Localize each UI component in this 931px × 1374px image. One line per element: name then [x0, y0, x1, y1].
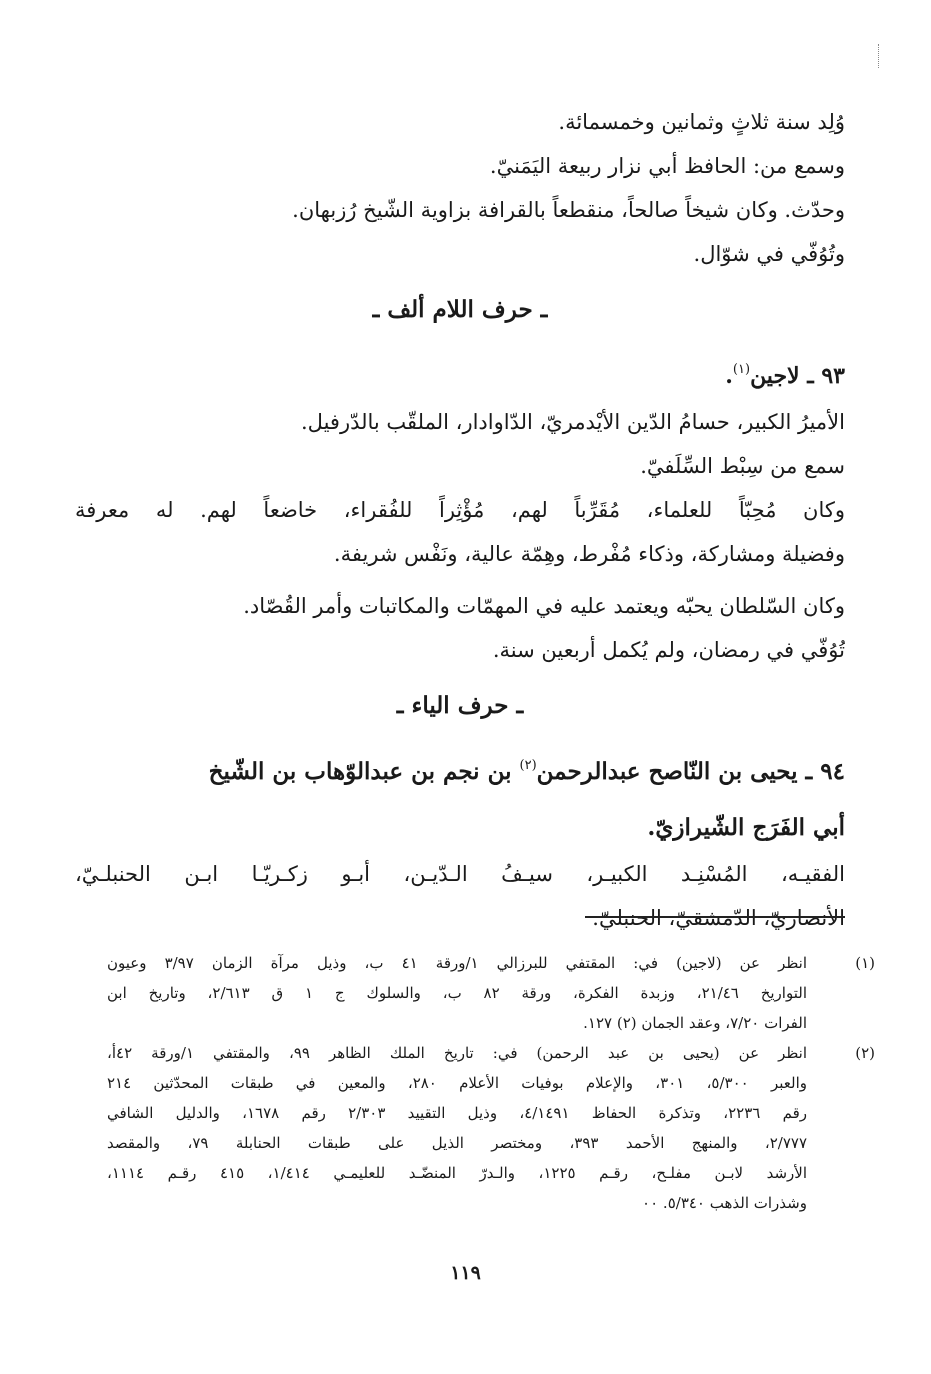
- entry-93-line-1: الأميرُ الكبير، حسامُ الدّين الأيْدمريّ، الدّاوادار، الملقّب بالدّرفيل.: [300, 410, 845, 434]
- footnote-2-line-5: الأرشد لابـن مفلـح، رقـم ١٢٢٥، والـدرّ المنضّـد للعليمـي ١/٤١٤، ٤١٥ رقـم ١١١٤،: [107, 1164, 807, 1182]
- entry-93-title-text: ٩٣ ـ لاجين: [750, 363, 845, 389]
- footnote-1-line-3: الفرات ٧/٢٠، وعقد الجمان (٢) ١٢٧.: [583, 1014, 807, 1032]
- intro-line-4: وتُوُفّي في شوّال.: [693, 242, 845, 266]
- footnote-2: [107, 1038, 875, 1218]
- footnote-2-number: (٢): [855, 1044, 875, 1062]
- footnote-1: [107, 948, 875, 1038]
- entry-93-title-end: .: [725, 363, 733, 389]
- main-text: [75, 100, 845, 940]
- footnote-1-number: (١): [855, 954, 875, 972]
- section-heading-ya: ـ حرف الياء ـ: [396, 692, 524, 719]
- footnote-2-line-3: رقم ٢٢٣٦، وتذكرة الحفاظ ٤/١٤٩١، وذيل التقييد ٢/٣٠٣ رقم ١٦٧٨، والدليل الشافي: [107, 1104, 807, 1122]
- entry-93-line-4: وفضيلة ومشاركة، وذكاء مُفْرط، وهِمّة عالية، ونَفْس شريفة.: [333, 542, 845, 566]
- entry-94-title-part1: ٩٤ ـ يحيى بن النّاصح عبدالرحمن: [536, 758, 845, 785]
- entry-94-title-line2: أبي الفَرَج الشّيرازيّ.: [647, 814, 845, 841]
- entry-93-title: [75, 346, 845, 400]
- footnote-2-line-6: وشذرات الذهب ٥/٣٤٠. ٠٠: [642, 1194, 807, 1212]
- footnotes: [107, 948, 875, 1218]
- intro-line-3: وحدّث. وكان شيخاً صالحاً، منقطعاً بالقرافة بزاوية الشّيخ رُزبهان.: [292, 198, 845, 222]
- entry-93-line-5: وكان السّلطان يحبّه ويعتمد عليه في المهمّات والمكاتبات وأمر القُصّاد.: [243, 594, 845, 618]
- entry-93-line-6: تُوُفّي في رمضان، ولم يُكمل أربعين سنة.: [492, 638, 845, 662]
- footnote-2-line-4: ٢/٧٧٧، والمنهج الأحمد ٣٩٣، ومختصر الذيل على طبقات الحنابلة ٧٩، والمقصد: [107, 1134, 807, 1152]
- footnote-separator: [585, 916, 845, 918]
- margin-mark: [878, 44, 882, 68]
- section-heading-lam: ـ حرف اللام ألف ـ: [372, 296, 548, 323]
- footnote-ref-1: (١): [732, 362, 751, 377]
- entry-94-line-1: الفقيـه، المُسْنِـد الكبيـر، سيـفُ الـدّيـن، أبـو زكـريّـا ابـن الحنبلـيّ،: [75, 862, 845, 886]
- footnote-ref-2: (٢): [519, 758, 537, 773]
- intro-line-1: وُلِد سنة ثلاثٍ وثمانين وخمسمائة.: [558, 110, 845, 134]
- footnote-1-line-1: انظر عن (لاجين) في: المقتفي للبرزالي ١/ورقة ٤١ ب، وذيل مرآة الزمان ٣/٩٧ وعيون: [107, 954, 807, 972]
- entry-94-title: [75, 742, 845, 796]
- footnote-2-line-1: انظر عن (يحيى بن عبد الرحمن) في: تاريخ الملك الظاهر ٩٩، والمقتفي ١/ورقة ٤٢أ،: [107, 1044, 807, 1062]
- footnote-1-line-2: التواريخ ٢١/٤٦، وزبدة الفكرة، ورقة ٨٢ ب، والسلوك ج ١ ق ٢/٦١٣، وتاريخ ابن: [107, 984, 807, 1002]
- footnote-2-line-2: والعبر ٥/٣٠٠، ٣٠١، والإعلام بوفيات الأعلام ٢٨٠، والمعين في طبقات المحدّثين ٢١٤: [107, 1074, 807, 1092]
- entry-93-line-3: وكان مُحِبّاً للعلماء، مُقَرِّباً لهم، مُؤْثِراً للفُقراء، خاضعاً لهم. له معرفة: [75, 498, 845, 522]
- entry-94-title-part2: بن نجم بن عبدالوّهاب بن الشّيخ: [208, 758, 520, 785]
- entry-94-line-2: الأنصاريّ، الدّمشقيّ، الحنبليّ.: [592, 906, 845, 930]
- page-number: ١١٩: [450, 1262, 481, 1284]
- intro-line-2: وسمع من: الحافظ أبي نزار ربيعة اليَمَنيّ.: [489, 154, 845, 178]
- entry-93-line-2: سمع من سِبْط السِّلَفيّ.: [640, 454, 845, 478]
